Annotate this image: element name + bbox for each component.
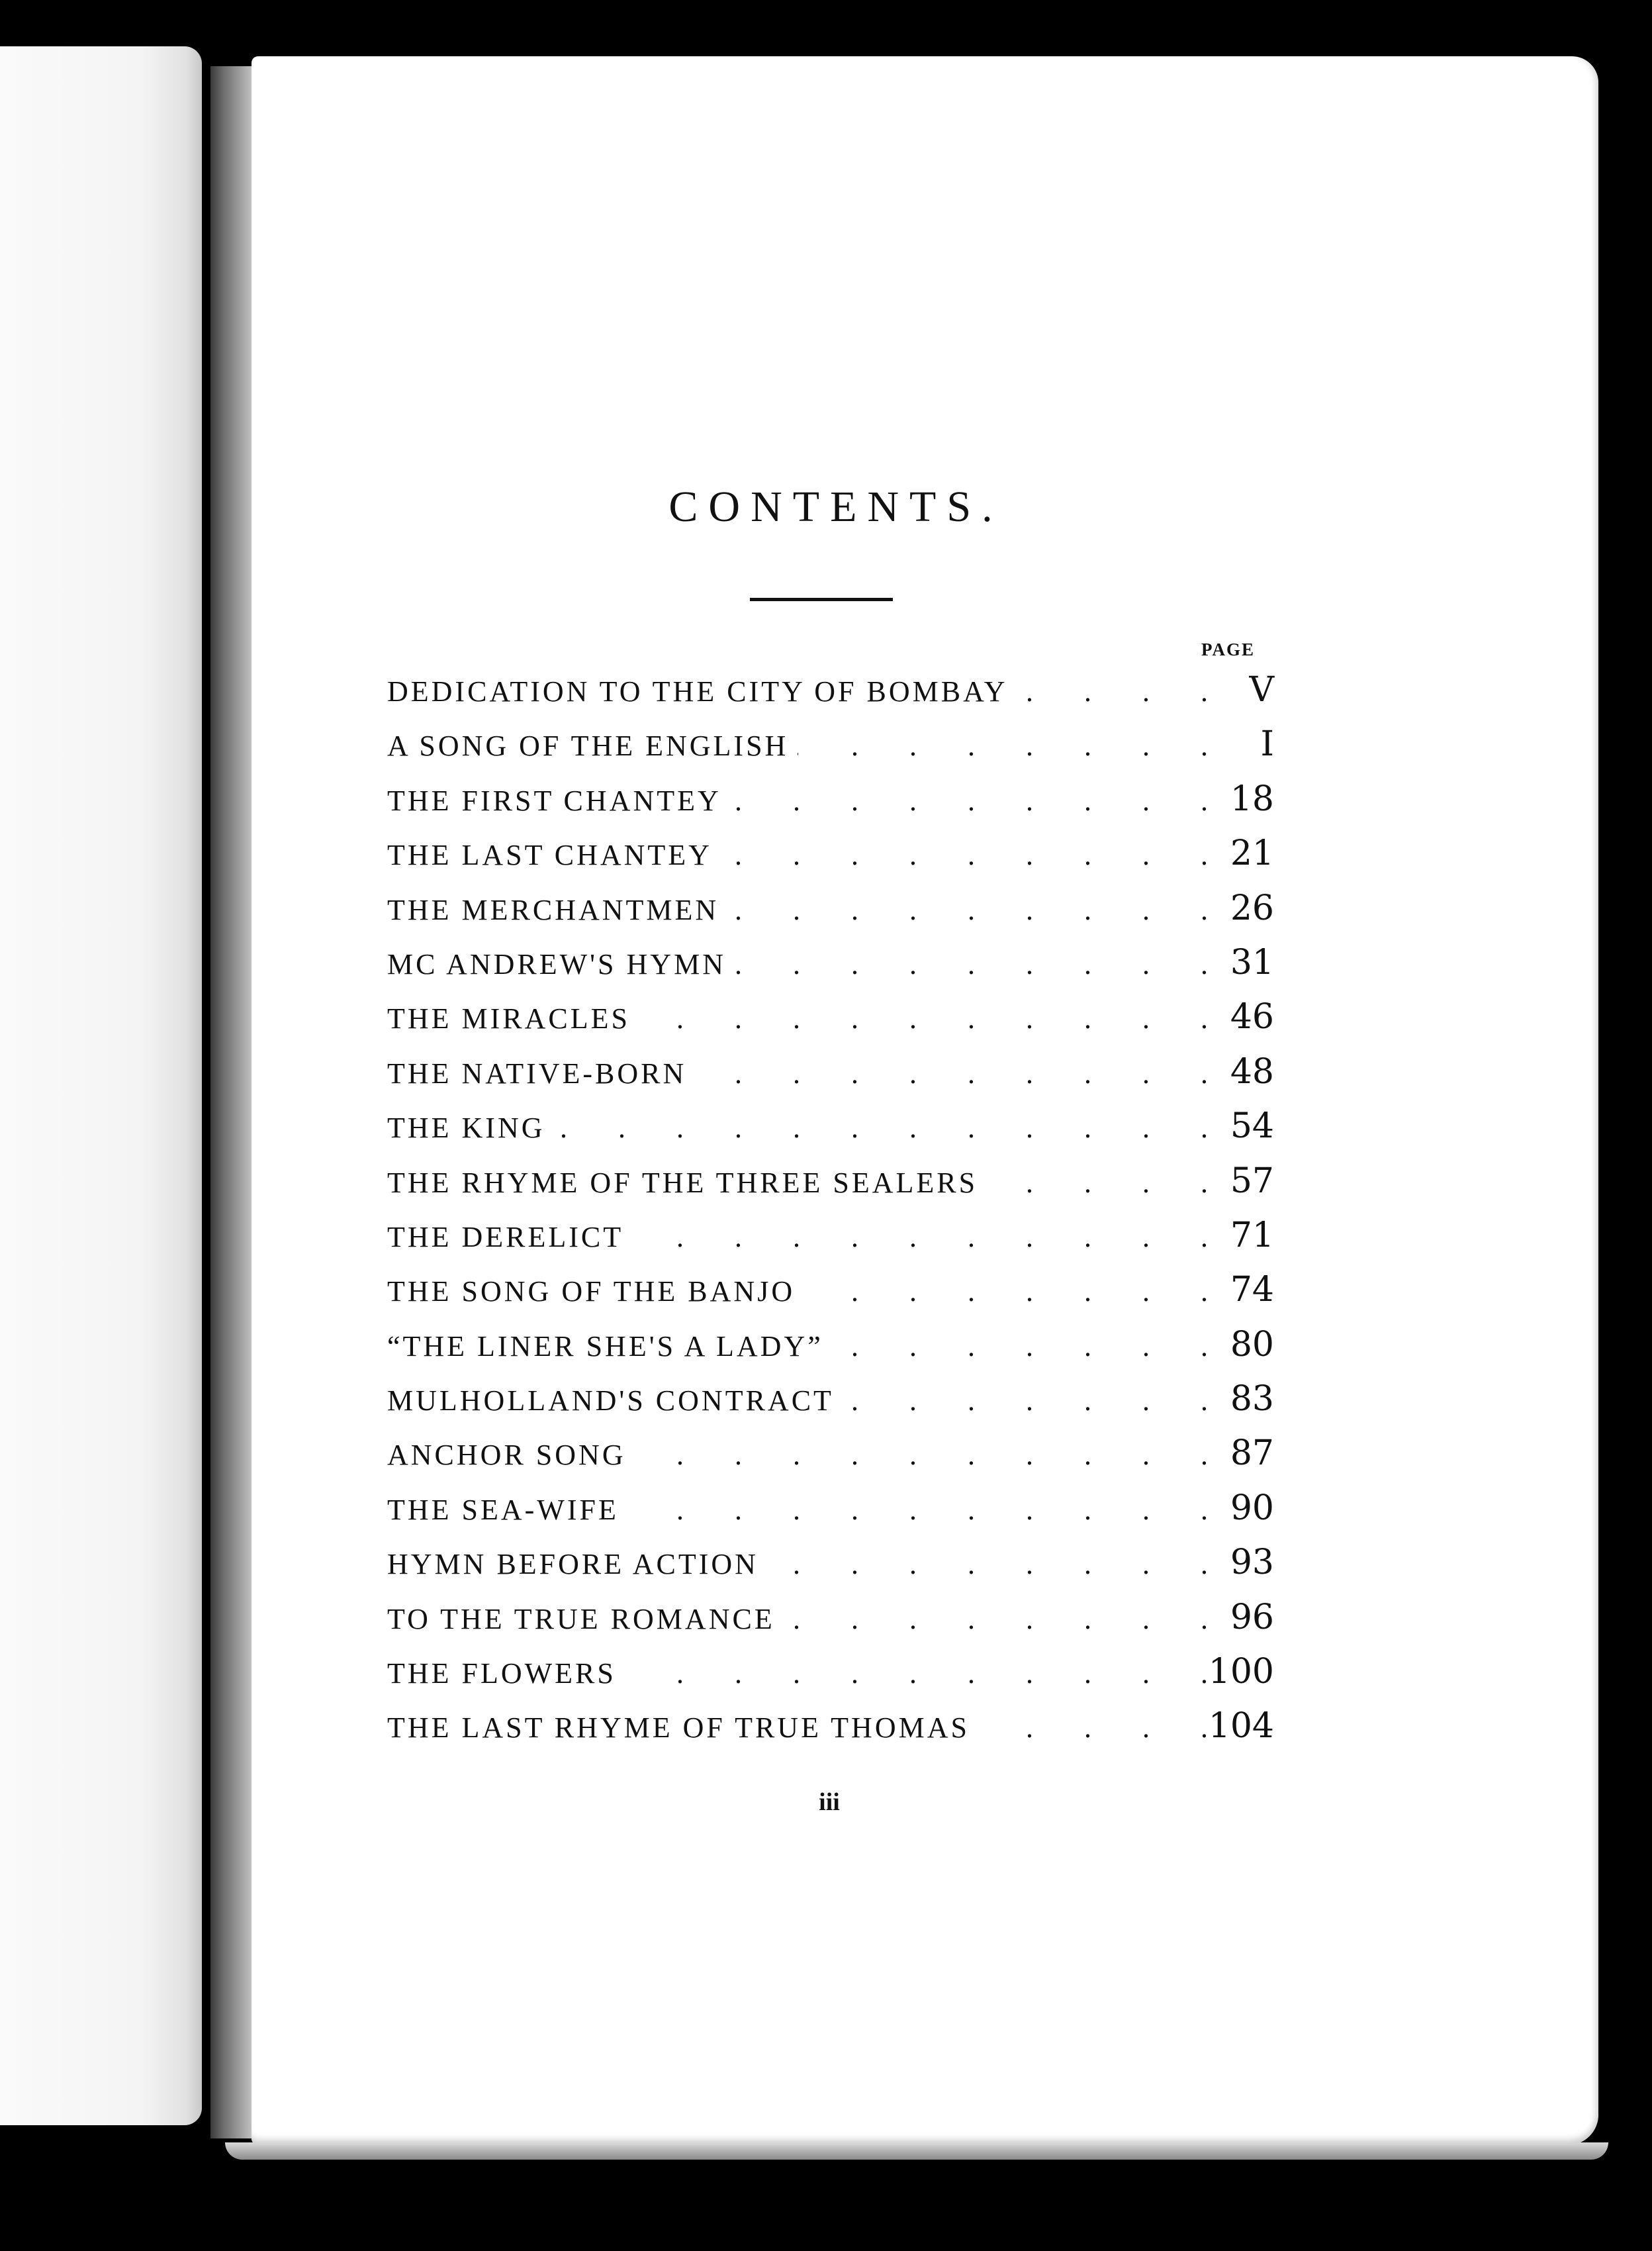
entry-title: THE LAST CHANTEY [387, 839, 712, 872]
contents-entry [387, 724, 1274, 779]
contents-list [387, 670, 1274, 1761]
entry-page-number: 90 [1230, 1488, 1274, 1528]
entry-title: DEDICATION TO THE CITY OF BOMBAY [387, 675, 1008, 708]
entry-page-number: 96 [1230, 1597, 1274, 1637]
dot-leader [731, 784, 1208, 818]
entry-title: THE FLOWERS [387, 1657, 616, 1690]
entry-title: THE MERCHANTMEN [387, 893, 719, 926]
entry-title: A SONG OF THE ENGLISH [387, 730, 789, 763]
page-title: CONTENTS. [668, 483, 1003, 531]
dot-leader [768, 1547, 1208, 1581]
contents-entry [387, 1161, 1274, 1216]
dot-leader [979, 1711, 1208, 1745]
contents-entry [387, 1325, 1274, 1379]
dot-leader [735, 947, 1208, 981]
dot-leader [798, 729, 1208, 763]
entry-page-number: 57 [1230, 1161, 1274, 1201]
entry-page-number: 31 [1230, 942, 1274, 982]
contents-entry [387, 1488, 1274, 1543]
contents-entry [387, 888, 1274, 943]
entry-title: THE RHYME OF THE THREE SEALERS [387, 1166, 978, 1199]
contents-entry [387, 1598, 1274, 1652]
entry-page-number: 87 [1230, 1433, 1274, 1474]
contents-entry [387, 1433, 1274, 1488]
dot-leader [833, 1329, 1208, 1363]
entry-page-number: 74 [1230, 1270, 1274, 1310]
entry-page-number: 46 [1230, 997, 1274, 1037]
dot-leader [721, 838, 1208, 872]
entry-page-number: V [1249, 670, 1274, 710]
entry-title: TO THE TRUE ROMANCE [387, 1602, 775, 1635]
dot-leader [635, 1438, 1208, 1472]
contents-entry [387, 1652, 1274, 1706]
entry-title: THE FIRST CHANTEY [387, 784, 721, 817]
dot-leader [728, 893, 1208, 927]
entry-page-number: 100 [1208, 1652, 1274, 1692]
contents-entry [387, 1106, 1274, 1161]
entry-page-number: 26 [1230, 888, 1274, 928]
entry-title: MULHOLLAND'S CONTRACT [387, 1384, 834, 1417]
dot-leader [1017, 675, 1208, 708]
folio-number: iii [819, 1788, 840, 1816]
contents-entry [387, 943, 1274, 997]
dot-leader [987, 1166, 1208, 1200]
entry-title: THE KING [387, 1112, 545, 1145]
entry-page-number: I [1260, 724, 1274, 765]
entry-title: THE NATIVE-BORN [387, 1057, 687, 1090]
entry-page-number: 54 [1230, 1106, 1274, 1147]
entry-page-number: 83 [1230, 1379, 1274, 1419]
title-rule [750, 598, 893, 601]
entry-title: THE DERELICT [387, 1220, 624, 1253]
entry-page-number: 80 [1230, 1324, 1274, 1365]
entry-title: THE SONG OF THE BANJO [387, 1275, 796, 1308]
dot-leader [625, 1656, 1208, 1690]
entry-page-number: 104 [1208, 1706, 1274, 1747]
dot-leader [555, 1111, 1208, 1145]
contents-entry [387, 1379, 1274, 1433]
contents-entry [387, 779, 1274, 834]
dot-leader [633, 1220, 1208, 1254]
entry-title: ANCHOR SONG [387, 1439, 626, 1472]
dot-leader [843, 1384, 1208, 1417]
entry-page-number: 93 [1230, 1543, 1274, 1583]
entry-page-number: 48 [1230, 1051, 1274, 1092]
contents-entry [387, 1052, 1274, 1106]
entry-title: HYMN BEFORE ACTION [387, 1548, 758, 1581]
contents-entry [387, 1543, 1274, 1597]
entry-title: “THE LINER SHE'S A LADY” [387, 1329, 823, 1363]
scan-mark [1383, 132, 1386, 135]
contents-entry [387, 1216, 1274, 1270]
contents-entry [387, 834, 1274, 888]
entry-page-number: 71 [1230, 1215, 1274, 1255]
dot-leader [804, 1274, 1208, 1308]
entry-title: MC ANDREW'S HYMN [387, 947, 726, 981]
contents-entry [387, 1270, 1274, 1324]
entry-title: THE MIRACLES [387, 1002, 630, 1035]
entry-title: THE LAST RHYME OF TRUE THOMAS [387, 1711, 970, 1745]
contents-entry [387, 997, 1274, 1051]
page-column-label: PAGE [1201, 640, 1255, 659]
entry-page-number: 21 [1230, 834, 1274, 874]
entry-page-number: 18 [1230, 779, 1274, 819]
dot-leader [639, 1002, 1208, 1035]
dot-leader [784, 1602, 1208, 1636]
entry-title: THE SEA-WIFE [387, 1493, 619, 1526]
dot-leader [628, 1493, 1208, 1527]
contents-entry [387, 670, 1274, 724]
dot-leader [696, 1057, 1208, 1090]
contents-entry [387, 1706, 1274, 1760]
